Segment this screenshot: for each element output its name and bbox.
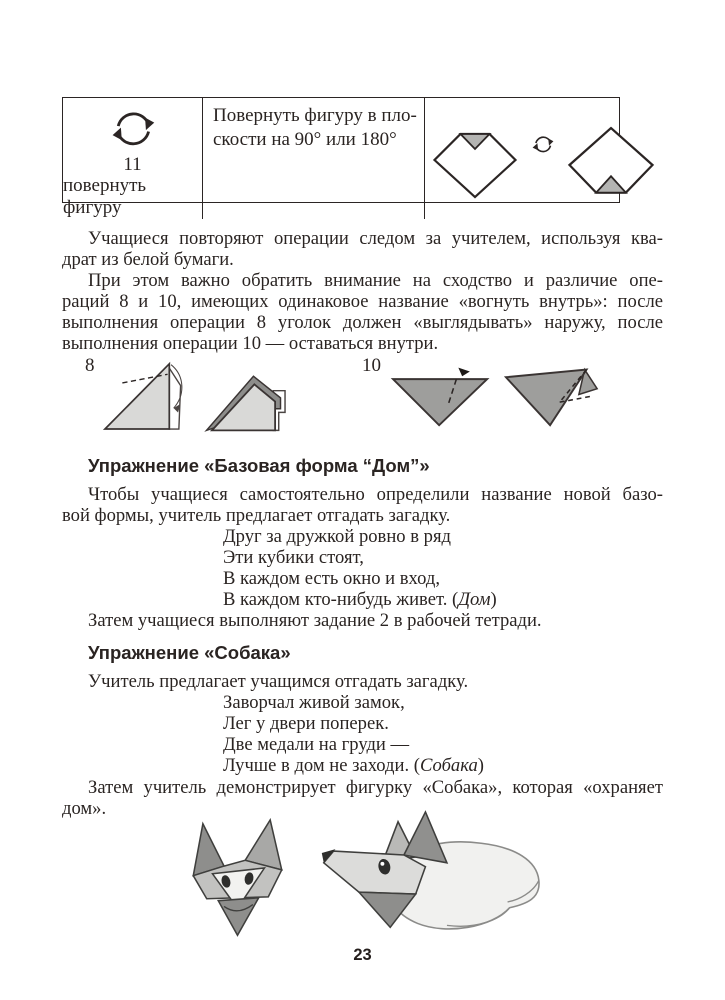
rotate-arrows-icon	[531, 132, 555, 156]
riddle-answer: Дом	[458, 589, 491, 610]
riddle-line: Эти кубики стоят,	[223, 547, 364, 568]
riddle-line: Лучше в дом не заходи.	[223, 755, 410, 776]
figure-8-step2-origami-diagram	[200, 360, 306, 434]
riddle-line: Лег у двери поперек.	[223, 713, 389, 734]
operation-description-line: Повернуть фигуру в пло-	[213, 105, 417, 126]
paragraph-line: При этом важно обратить внимание на сходство и различие опе-	[88, 270, 663, 291]
exercise-dom-intro	[62, 484, 663, 526]
operation-description-cell	[203, 98, 425, 219]
figure-10-step1-origami-diagram	[388, 358, 496, 430]
operation-example-cell	[425, 98, 661, 219]
figure-8-step1-origami-diagram	[98, 358, 198, 434]
exercise-dom-followup: Затем учащиеся выполняют задание 2 в рабочей тетради.	[88, 610, 542, 631]
riddle-line: В каждом кто-нибудь живет.	[223, 589, 448, 610]
origami-dog-front-illustration	[185, 818, 290, 943]
rotate-arrows-icon	[107, 103, 159, 153]
paragraph-line: раций 8 и 10, имеющих одинаковое название «вогнуть внутрь»: после	[62, 291, 663, 312]
answer-paren: (	[452, 589, 459, 610]
riddle-answer: Собака	[419, 755, 478, 776]
origami-square-before-rotation	[425, 121, 525, 201]
riddle-dom	[223, 526, 497, 610]
answer-paren: (	[413, 755, 420, 776]
origami-square-after-rotation	[561, 125, 661, 207]
operation-name: повернуть фигуру	[63, 175, 147, 218]
figure-8-label: 8	[85, 355, 95, 376]
operation-description-line: скости на 90° или 180°	[213, 129, 397, 150]
riddle-line-with-answer	[223, 589, 497, 610]
paragraph-line: выполнения операции 8 уголок должен «выглядывать» наружу, после	[62, 312, 663, 333]
paragraph-line: дом».	[62, 798, 107, 819]
paragraph-line: драт из белой бумаги.	[62, 249, 234, 270]
operation-number: 11	[123, 154, 142, 175]
origami-dog-on-hand-illustration	[295, 810, 550, 942]
riddle-line: В каждом есть окно и вход,	[223, 568, 441, 589]
answer-paren: )	[490, 589, 497, 610]
paragraph-line: Чтобы учащиеся самостоятельно определили название новой базо-	[88, 484, 663, 505]
paragraph-line: вой формы, учитель предлагает отгадать загадку.	[62, 505, 451, 526]
riddle-line: Две медали на груди —	[223, 734, 410, 755]
page-number: 23	[353, 946, 372, 964]
operation-symbol-cell	[63, 98, 203, 219]
paragraph-line: Учащиеся повторяют операции следом за учителем, используя ква-	[88, 228, 663, 249]
operation-table	[62, 97, 620, 218]
riddle-line-with-answer	[223, 755, 484, 776]
exercise-dom-heading: Упражнение «Базовая форма “Дом”»	[88, 455, 430, 476]
paragraph-line: выполнения операции 10 — оставаться внутри.	[62, 333, 439, 354]
riddle-line: Друг за дружкой ровно в ряд	[223, 526, 451, 547]
exercise-sobaka-heading: Упражнение «Собака»	[88, 642, 291, 663]
riddle-sobaka	[223, 692, 484, 776]
answer-paren: )	[477, 755, 484, 776]
paragraph-line: Затем учитель демонстрирует фигурку «Собака», которая «охраняет	[88, 777, 663, 798]
exercise-sobaka-intro: Учитель предлагает учащимся отгадать загадку.	[88, 671, 469, 692]
intro-paragraphs	[62, 228, 663, 354]
riddle-line: Заворчал живой замок,	[223, 692, 405, 713]
figure-10-label: 10	[362, 355, 381, 376]
figure-10-step2-origami-diagram	[502, 358, 602, 430]
